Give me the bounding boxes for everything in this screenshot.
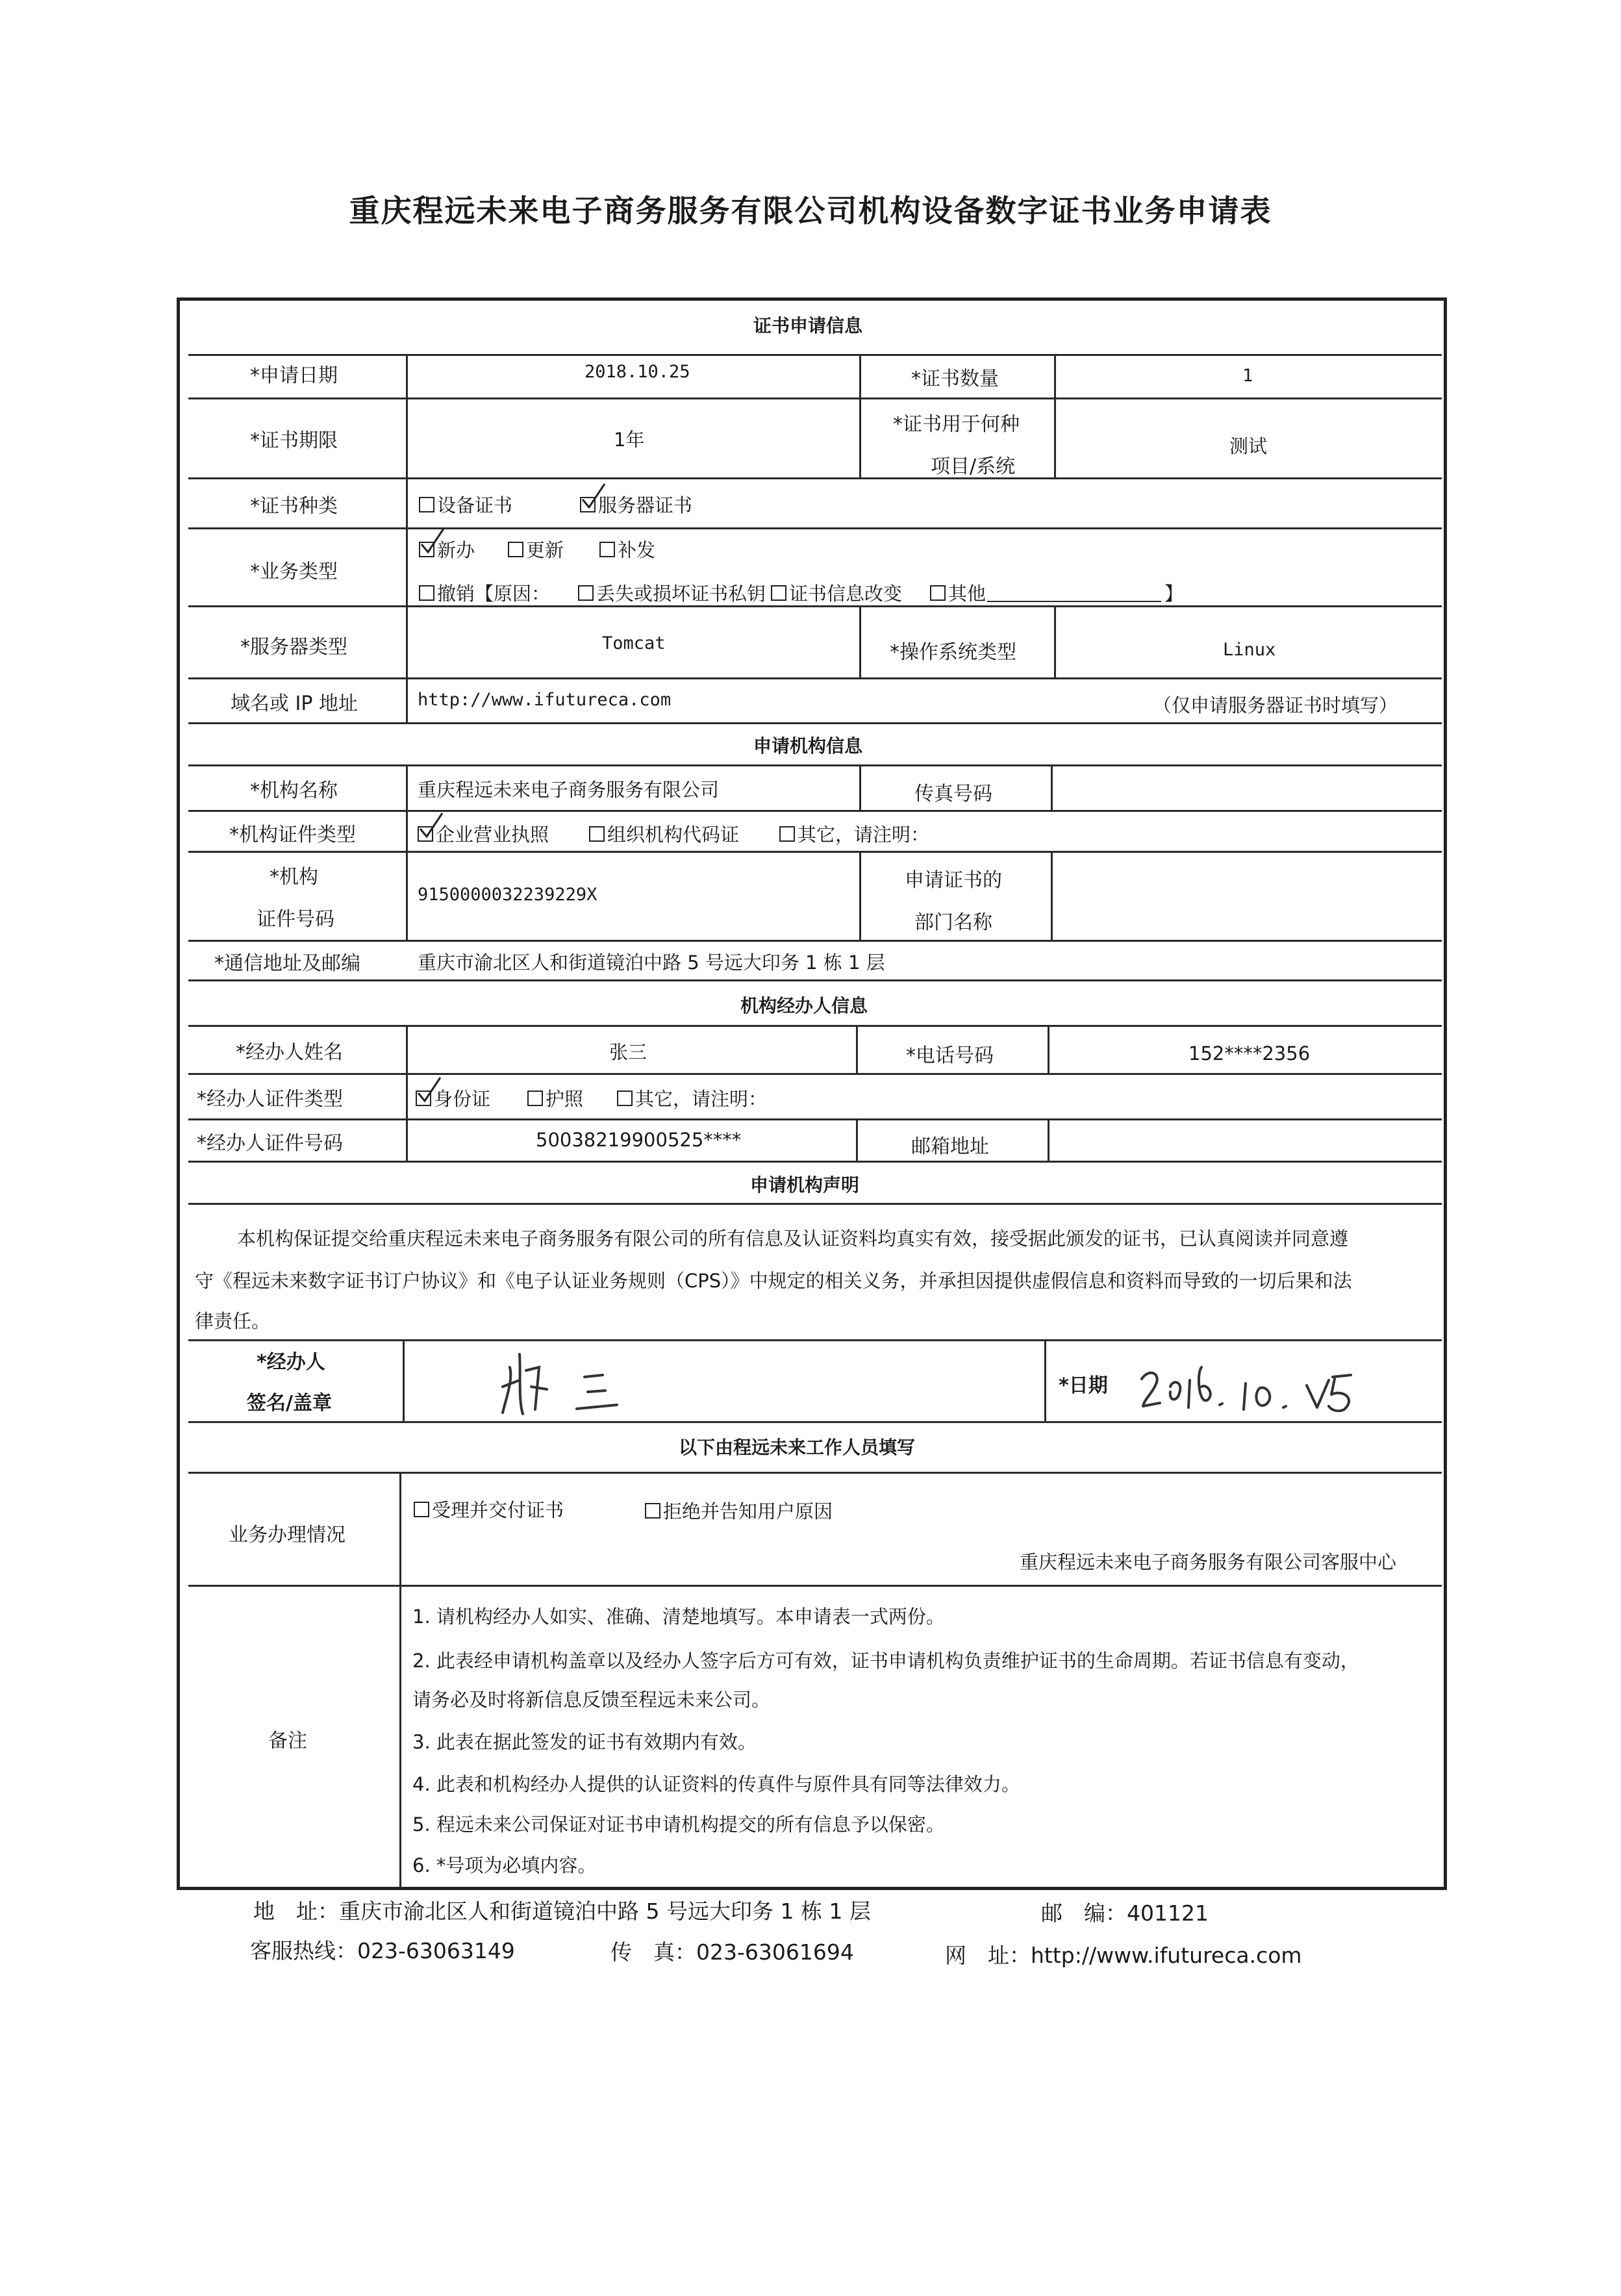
checkbox[interactable] xyxy=(419,497,434,512)
checkbox-checked[interactable] xyxy=(580,497,596,512)
phone-label: *电话号码 xyxy=(906,1044,994,1067)
signature-label-2: 签名/盖章 xyxy=(247,1392,332,1415)
biz-type-label: *业务类型 xyxy=(250,561,338,583)
agent-id-passport[interactable]: 护照 xyxy=(527,1085,583,1111)
form-title: 重庆程远未来电子商务服务有限公司机构设备数字证书业务申请表 xyxy=(349,194,1272,229)
checkbox-checked[interactable] xyxy=(419,542,434,557)
biz-revoke[interactable]: 撤销 【原因： xyxy=(419,579,550,606)
note-item: 4. 此表和机构经办人提供的认证资料的传真件与原件具有同等法律效力。 xyxy=(412,1773,1020,1795)
quantity-value: 1 xyxy=(1242,366,1253,386)
status-label: 业务办理情况 xyxy=(229,1524,346,1546)
apply-date-label: *申请日期 xyxy=(250,364,338,387)
agent-id-other[interactable]: 其它，请注明： xyxy=(617,1085,767,1111)
os-type-value: Linux xyxy=(1223,640,1276,660)
dept-label-2: 部门名称 xyxy=(914,911,992,934)
usage-value: 测试 xyxy=(1229,435,1268,457)
sign-date-label: *日期 xyxy=(1059,1374,1108,1397)
signature-label-1: *经办人 xyxy=(257,1351,325,1374)
period-value: 1年 xyxy=(614,429,645,451)
email-label: 邮箱地址 xyxy=(911,1135,989,1158)
section-declaration: 申请机构声明 xyxy=(750,1174,860,1196)
staff-org-sign: 重庆程远未来电子商务服务有限公司客服中心 xyxy=(1020,1551,1397,1573)
note-item: 5. 程远未来公司保证对证书申请机构提交的所有信息予以保密。 xyxy=(412,1813,945,1836)
domain-value: http://www.ifutureca.com xyxy=(418,690,672,710)
section-org-info: 申请机构信息 xyxy=(753,735,863,757)
check-mark-icon xyxy=(579,481,607,510)
agent-id-type-label: *经办人证件类型 xyxy=(197,1088,343,1111)
cert-type-device[interactable]: 设备证书 xyxy=(419,491,512,518)
org-name-value: 重庆程远未来电子商务服务有限公司 xyxy=(418,779,720,801)
reason-close: 】 xyxy=(1164,583,1184,605)
handwritten-signature xyxy=(494,1341,662,1419)
checkbox[interactable] xyxy=(589,826,605,842)
address-label: *通信地址及邮编 xyxy=(214,952,360,975)
declaration-line-1: 本机构保证提交给重庆程远未来电子商务服务有限公司的所有信息及认证资料均真实有效，接受据此颁发的证书，已认真阅读并同意遵 xyxy=(237,1228,1349,1250)
domain-note: （仅申请服务器证书时填写） xyxy=(1153,694,1398,716)
note-item: 3. 此表在据此签发的证书有效期内有效。 xyxy=(412,1731,757,1753)
checkbox[interactable] xyxy=(527,1091,543,1106)
org-id-no-value: 9150000032239229X xyxy=(418,885,597,905)
org-id-org-code[interactable]: 组织机构代码证 xyxy=(589,820,739,847)
checkbox[interactable] xyxy=(930,585,946,601)
server-type-value: Tomcat xyxy=(602,633,666,653)
biz-new[interactable]: 新办 xyxy=(419,536,475,562)
section-staff: 以下由程远未来工作人员填写 xyxy=(679,1437,916,1458)
phone-value: 152****2356 xyxy=(1188,1042,1311,1065)
section-agent-info: 机构经办人信息 xyxy=(740,995,868,1016)
checkbox[interactable] xyxy=(779,826,795,842)
agent-id-idcard[interactable]: 身份证 xyxy=(416,1085,490,1111)
agent-name-label: *经办人姓名 xyxy=(236,1041,343,1064)
note-item: 2. 此表经申请机构盖章以及经办人签字后方可有效，证书申请机构负责维护证书的生命周期。若证书信息有变动， xyxy=(412,1650,1359,1672)
address-value: 重庆市渝北区人和街道镜泊中路 5 号远大印务 1 栋 1 层 xyxy=(418,952,885,974)
checkbox[interactable] xyxy=(419,585,434,601)
check-mark-icon xyxy=(416,811,445,839)
org-id-no-label-2: 证件号码 xyxy=(257,908,334,931)
cert-type-label: *证书种类 xyxy=(250,495,338,518)
staff-reject[interactable]: 拒绝并告知用户原因 xyxy=(645,1497,833,1524)
reason-other-blank[interactable] xyxy=(987,601,1161,602)
org-id-business-license[interactable]: 企业营业执照 xyxy=(418,820,549,847)
checkbox[interactable] xyxy=(771,585,786,601)
os-type-label: *操作系统类型 xyxy=(890,641,1016,664)
checkbox[interactable] xyxy=(414,1502,429,1517)
usage-label-2: 项目/系统 xyxy=(931,455,1016,478)
checkbox[interactable] xyxy=(617,1091,633,1106)
org-id-no-label-1: *机构 xyxy=(270,866,318,889)
footer-address: 地 址：重庆市渝北区人和街道镜泊中路 5 号远大印务 1 栋 1 层 xyxy=(253,1899,871,1924)
domain-label: 域名或 IP 地址 xyxy=(231,692,358,715)
check-mark-icon xyxy=(414,1075,443,1104)
checkbox-checked[interactable] xyxy=(418,826,433,842)
footer-website[interactable]: 网 址：http://www.ifutureca.com xyxy=(945,1943,1302,1968)
checkbox[interactable] xyxy=(645,1503,660,1519)
usage-label-1: *证书用于何种 xyxy=(893,413,1020,436)
dept-label-1: 申请证书的 xyxy=(905,869,1002,892)
handwritten-date xyxy=(1137,1348,1370,1419)
reason-lost-key[interactable]: 丢失或损坏证书私钥 xyxy=(578,579,766,606)
quantity-label: *证书数量 xyxy=(911,368,999,390)
footer-postcode: 邮 编：401121 xyxy=(1041,1900,1209,1926)
checkbox-checked[interactable] xyxy=(416,1091,431,1106)
footer-hotline: 客服热线：023-63063149 xyxy=(250,1938,515,1963)
section-cert-info: 证书申请信息 xyxy=(753,315,863,336)
checkbox[interactable] xyxy=(508,542,523,557)
fax-label: 传真号码 xyxy=(914,783,992,805)
biz-renew[interactable]: 更新 xyxy=(508,536,564,562)
note-item: 1. 请机构经办人如实、准确、清楚地填写。本申请表一式两份。 xyxy=(412,1606,945,1628)
declaration-line-3: 律责任。 xyxy=(195,1310,271,1332)
footer-fax: 传 真：023-63061694 xyxy=(610,1939,854,1965)
checkbox[interactable] xyxy=(578,585,594,601)
cert-type-server[interactable]: 服务器证书 xyxy=(580,491,692,518)
note-item: 请务必及时将新信息反馈至程远未来公司。 xyxy=(412,1689,771,1711)
reason-info-change[interactable]: 证书信息改变 xyxy=(771,579,902,606)
declaration-line-2: 守《程远未来数字证书订户协议》和《电子认证业务规则（CPS）》中规定的相关义务，并承担因提供虚假信息和资料而导致的一切后果和法 xyxy=(195,1270,1352,1292)
period-label: *证书期限 xyxy=(250,429,338,452)
checkbox[interactable] xyxy=(599,542,615,557)
biz-reissue[interactable]: 补发 xyxy=(599,536,655,562)
org-name-label: *机构名称 xyxy=(250,779,338,802)
apply-date-value: 2018.10.25 xyxy=(584,362,690,382)
org-id-other[interactable]: 其它，请注明： xyxy=(779,820,929,847)
staff-accept[interactable]: 受理并交付证书 xyxy=(414,1496,564,1522)
org-id-type-label: *机构证件类型 xyxy=(229,824,356,846)
note-item: 6. *号项为必填内容。 xyxy=(412,1854,597,1876)
agent-id-no-value: 50038219900525**** xyxy=(536,1129,742,1151)
agent-id-no-label: *经办人证件号码 xyxy=(197,1132,343,1155)
reason-other[interactable]: 其他 xyxy=(930,579,986,606)
check-mark-icon xyxy=(418,526,446,555)
agent-name-value: 张三 xyxy=(609,1041,647,1063)
notes-label: 备注 xyxy=(268,1730,307,1752)
server-type-label: *服务器类型 xyxy=(240,636,347,659)
